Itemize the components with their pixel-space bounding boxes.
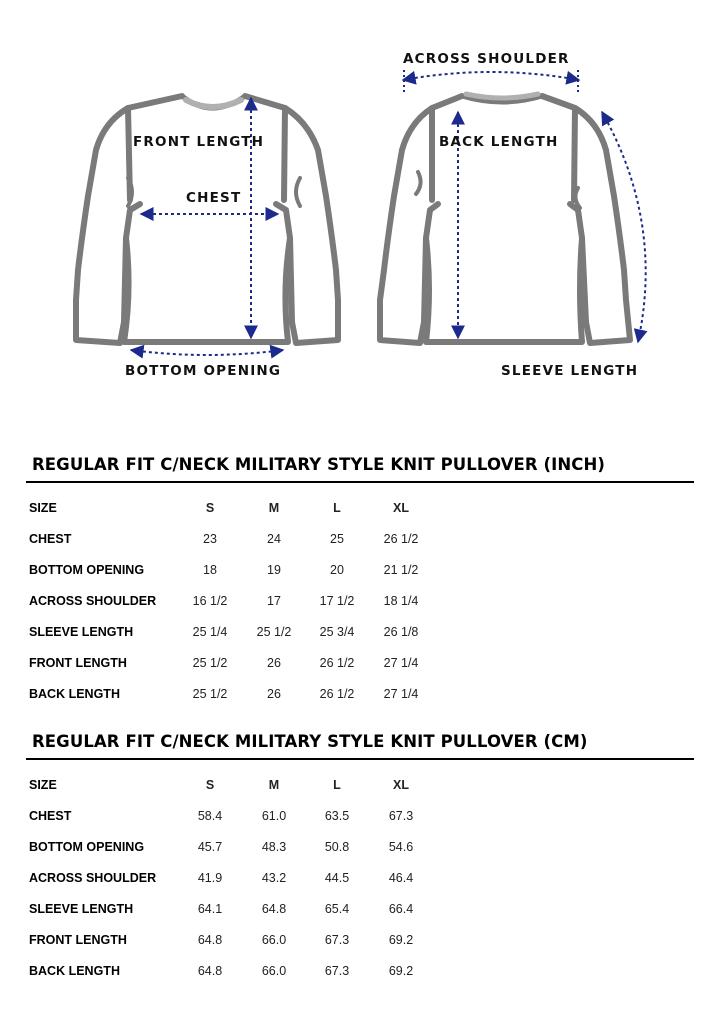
header-xl: XL xyxy=(393,501,409,515)
value-l: 67.3 xyxy=(324,964,350,978)
value-l: 26 1/2 xyxy=(319,687,355,701)
value-xl: 69.2 xyxy=(388,964,414,978)
value-l: 65.4 xyxy=(324,902,350,916)
value-s: 64.8 xyxy=(197,964,223,978)
header-l: L xyxy=(333,778,341,792)
value-xl: 21 1/2 xyxy=(383,563,419,577)
value-s: 25 1/2 xyxy=(192,656,228,670)
table-header-row xyxy=(0,778,723,798)
value-l: 44.5 xyxy=(324,871,350,885)
value-l: 50.8 xyxy=(324,840,350,854)
table-row xyxy=(0,656,723,676)
value-m: 66.0 xyxy=(261,964,287,978)
value-m: 26 xyxy=(267,656,281,670)
row-label: FRONT LENGTH xyxy=(29,933,127,947)
value-s: 64.1 xyxy=(197,902,223,916)
value-s: 25 1/2 xyxy=(192,687,228,701)
row-label: BACK LENGTH xyxy=(29,964,120,978)
back-length-label: BACK LENGTH xyxy=(439,134,559,150)
row-label: SLEEVE LENGTH xyxy=(29,625,134,639)
chest-label: CHEST xyxy=(186,190,242,206)
value-s: 58.4 xyxy=(197,809,223,823)
row-label: BOTTOM OPENING xyxy=(29,840,145,854)
value-s: 16 1/2 xyxy=(192,594,228,608)
value-m: 19 xyxy=(267,563,281,577)
row-label: CHEST xyxy=(29,809,72,823)
row-label: SLEEVE LENGTH xyxy=(29,902,134,916)
garment-illustration xyxy=(0,0,723,400)
value-m: 61.0 xyxy=(261,809,287,823)
header-m: M xyxy=(268,501,280,515)
value-l: 20 xyxy=(330,563,344,577)
bottom-opening-arrow xyxy=(131,350,283,355)
table-row xyxy=(0,809,723,829)
value-m: 17 xyxy=(267,594,281,608)
table-title: REGULAR FIT C/NECK MILITARY STYLE KNIT PULLOVER (INCH) xyxy=(32,455,606,474)
table-row xyxy=(0,902,723,922)
header-size: SIZE xyxy=(29,778,57,792)
value-m: 26 xyxy=(267,687,281,701)
table-header-row xyxy=(0,501,723,521)
table-row xyxy=(0,594,723,614)
value-m: 43.2 xyxy=(261,871,287,885)
table-row xyxy=(0,964,723,984)
value-xl: 18 1/4 xyxy=(383,594,419,608)
value-xl: 54.6 xyxy=(388,840,414,854)
across-shoulder-arrow xyxy=(403,72,579,80)
value-s: 41.9 xyxy=(197,871,223,885)
value-l: 25 3/4 xyxy=(319,625,355,639)
value-m: 25 1/2 xyxy=(256,625,292,639)
header-xl: XL xyxy=(393,778,409,792)
front-length-label: FRONT LENGTH xyxy=(133,134,265,150)
table-row xyxy=(0,840,723,860)
value-m: 24 xyxy=(267,532,281,546)
value-s: 25 1/4 xyxy=(192,625,228,639)
bottom-opening-label: BOTTOM OPENING xyxy=(125,363,282,379)
value-s: 23 xyxy=(203,532,217,546)
value-l: 26 1/2 xyxy=(319,656,355,670)
value-xl: 26 1/8 xyxy=(383,625,419,639)
measurement-diagram xyxy=(0,0,723,400)
value-s: 18 xyxy=(203,563,217,577)
row-label: BACK LENGTH xyxy=(29,687,120,701)
value-s: 45.7 xyxy=(197,840,223,854)
table-row xyxy=(0,871,723,891)
header-size: SIZE xyxy=(29,501,57,515)
value-xl: 27 1/4 xyxy=(383,687,419,701)
across-shoulder-label: ACROSS SHOULDER xyxy=(403,51,570,67)
table-row xyxy=(0,933,723,953)
value-xl: 67.3 xyxy=(388,809,414,823)
row-label: ACROSS SHOULDER xyxy=(29,871,157,885)
value-s: 64.8 xyxy=(197,933,223,947)
header-s: S xyxy=(205,501,215,515)
sleeve-length-label: SLEEVE LENGTH xyxy=(501,363,639,379)
value-xl: 46.4 xyxy=(388,871,414,885)
table-title: REGULAR FIT C/NECK MILITARY STYLE KNIT PULLOVER (CM) xyxy=(32,732,588,751)
value-xl: 66.4 xyxy=(388,902,414,916)
header-m: M xyxy=(268,778,280,792)
table-row xyxy=(0,687,723,707)
value-l: 25 xyxy=(330,532,344,546)
value-xl: 69.2 xyxy=(388,933,414,947)
row-label: BOTTOM OPENING xyxy=(29,563,145,577)
value-l: 17 1/2 xyxy=(319,594,355,608)
value-m: 48.3 xyxy=(261,840,287,854)
table-row xyxy=(0,563,723,583)
row-label: CHEST xyxy=(29,532,72,546)
header-l: L xyxy=(333,501,341,515)
value-xl: 27 1/4 xyxy=(383,656,419,670)
value-l: 67.3 xyxy=(324,933,350,947)
title-rule xyxy=(26,758,694,760)
value-m: 66.0 xyxy=(261,933,287,947)
table-row xyxy=(0,532,723,552)
value-l: 63.5 xyxy=(324,809,350,823)
value-xl: 26 1/2 xyxy=(383,532,419,546)
row-label: ACROSS SHOULDER xyxy=(29,594,157,608)
back-sweater-icon xyxy=(380,94,630,343)
table-row xyxy=(0,625,723,645)
header-s: S xyxy=(205,778,215,792)
title-rule xyxy=(26,481,694,483)
row-label: FRONT LENGTH xyxy=(29,656,127,670)
value-m: 64.8 xyxy=(261,902,287,916)
